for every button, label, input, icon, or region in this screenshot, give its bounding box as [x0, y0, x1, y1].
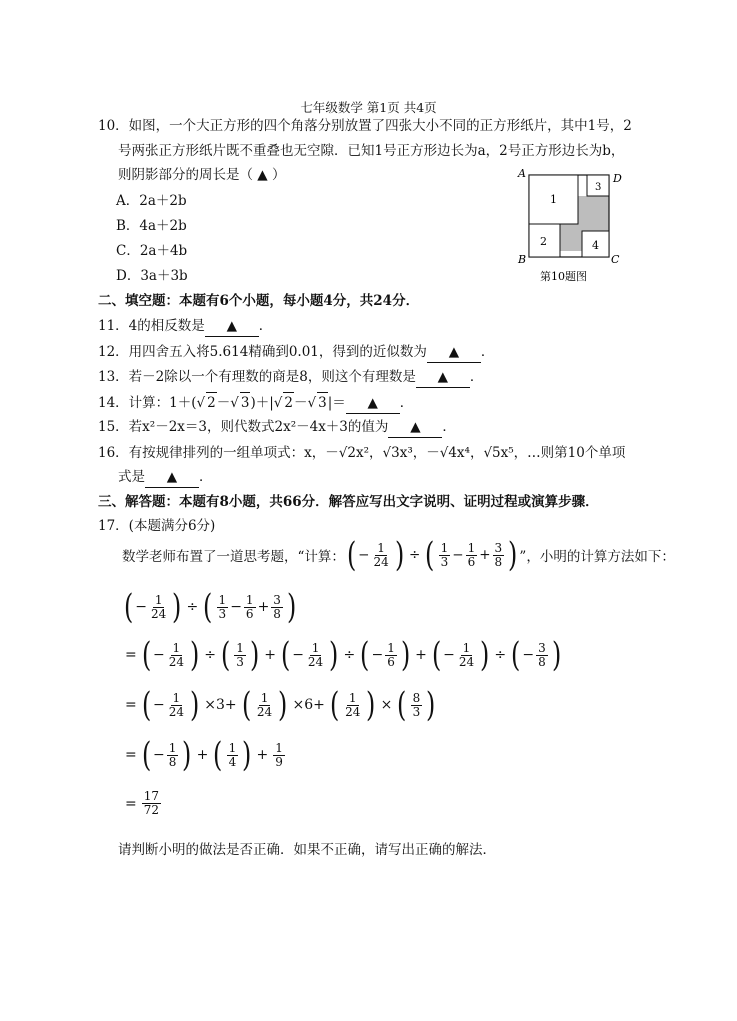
paren-group: ( − $\frac{1}{24}$ ): [346, 535, 405, 575]
q17-intro: 数学老师布置了一道思考题，“计算： ( − $\frac{1}{24}$ ) ÷ ( $\frac{1}{3}$ − $\frac{1}{6}$ + $\frac{3}{8}$ ) ”，小明的计算方法如下：: [122, 535, 675, 575]
q13: [98, 367, 483, 388]
q14-end: ．: [399, 395, 414, 411]
q12-end: ．: [480, 344, 495, 360]
q13-text: 13．若－2除以一个有理数的商是8，则这个有理数是: [98, 369, 416, 385]
q10-figure: [512, 168, 632, 286]
q14: 14．计算：1＋(√ 2－√ 3)＋|√ 2－√ 3|＝ ▲ ．: [98, 392, 413, 414]
q13-end: ．: [469, 369, 484, 385]
q14-text-c: |＝: [327, 395, 346, 411]
q14-blank: ▲: [346, 393, 400, 414]
label-1: 1: [550, 193, 557, 206]
section3-title: 三、解答题：本题有8小题，共66分．解答应写出文字说明、证明过程或演算步骤．: [98, 494, 599, 510]
q14-sqrt3: 3: [240, 392, 251, 413]
q14-text-b: )＋|: [250, 395, 274, 411]
q10-line-3: 则阴影部分的周长是（ ▲ ）: [118, 167, 286, 183]
q11: [98, 316, 272, 337]
q15-text: 15．若x²－2x＝3，则代数式2x²－4x＋3的值为: [98, 419, 389, 435]
corner-b: B: [518, 253, 527, 266]
q17-intro-end: ”，小明的计算方法如下：: [519, 549, 675, 565]
q17-closing: 请判断小明的做法是否正确．如果不正确，请写出正确的解法．: [118, 842, 496, 858]
q17-head: 17．(本题满分6分): [98, 518, 216, 534]
q15-end: ．: [442, 419, 456, 435]
paren-group: ( $\frac{1}{3}$ − $\frac{1}{6}$ + $\frac{3}{8}$ ): [425, 535, 518, 575]
q13-blank: ▲: [416, 367, 470, 388]
calc-step-3: = ( − $\frac{1}{8}$ ) + ( $\frac{1}{4}$ ) + $\frac{1}{9}$: [125, 735, 283, 775]
corner-a: A: [518, 168, 526, 180]
q10-choice-a: A．2a＋2b: [116, 193, 187, 209]
label-2: 2: [540, 235, 547, 248]
section2-title: 二、填空题：本题有6个小题，每小题4分，共24分．: [98, 293, 420, 309]
q16-line-1: 16．有按规律排列的一组单项式：x，－√2x²，√3x³，－√4x⁴，√5x⁵，…则第10个单项: [98, 445, 626, 461]
q15: [98, 417, 456, 438]
q16-blank: ▲: [145, 467, 199, 488]
q15-blank: ▲: [388, 417, 442, 438]
q10-choice-d: D．3a＋3b: [116, 268, 188, 284]
q10-choice-b: B．4a＋2b: [116, 218, 187, 234]
q12: [98, 342, 494, 363]
q16-line-2: [118, 467, 213, 488]
calc-step-1: = ( − $\frac{1}{24}$ ) ÷ ( $\frac{1}{3}$ ) + ( − $\frac{1}{24}$ ) ÷ ( − $\frac{1}{6}$ ) + ( − $\frac{1}{24}$ ) ÷ ( − $\frac{3}{8}$ ): [125, 635, 562, 675]
page-header: 七年级数学 第1页 共4页: [300, 100, 437, 115]
corner-d: D: [613, 172, 622, 185]
q14-text-a: 14．计算：1＋(: [98, 395, 197, 411]
q14-minus: －: [216, 395, 231, 411]
label-4: 4: [592, 239, 599, 252]
calc-step-4: = $\frac{17}{72}$: [125, 789, 160, 817]
shaded-region-lower: [560, 224, 578, 251]
calc-step-0: ( − $\frac{1}{24}$ ) ÷ ( $\frac{1}{3}$ − $\frac{1}{6}$ + $\frac{3}{8}$ ): [123, 587, 297, 627]
q14-minus-b: －: [293, 395, 308, 411]
q11-end: ．: [258, 318, 273, 334]
q14-sqrt2: 2: [206, 392, 217, 413]
q11-blank: ▲: [205, 316, 259, 337]
corner-c: C: [611, 253, 620, 266]
q10-line-2: 号两张正方形纸片既不重叠也无空隙．已知1号正方形边长为a，2号正方形边长为b，: [118, 143, 625, 159]
figure-caption: 第10题图: [540, 270, 587, 283]
q10-line-1: 10．如图，一个大正方形的四个角落分别放置了四张大小不同的正方形纸片，其中1号，2: [98, 118, 632, 134]
q12-text: 12．用四舍五入将5.614精确到0.01，得到的近似数为: [98, 344, 427, 360]
q11-text: 11．4的相反数是: [98, 318, 205, 334]
q10-choice-c: C．2a＋4b: [116, 243, 188, 259]
q17-intro-text: 数学老师布置了一道思考题，“计算：: [122, 549, 345, 565]
q14-sqrt2b: 2: [283, 392, 294, 413]
q16-text: 式是: [118, 469, 145, 485]
q14-sqrt3b: 3: [317, 392, 328, 413]
q16-end: ．: [199, 469, 213, 485]
label-3: 3: [595, 182, 602, 193]
calc-step-2: = ( − $\frac{1}{24}$ ) ×3+ ( $\frac{1}{24}$ ) ×6+ ( $\frac{1}{24}$ ) × ( $\frac{8}{3}$ ): [125, 685, 436, 725]
q12-blank: ▲: [427, 342, 481, 363]
